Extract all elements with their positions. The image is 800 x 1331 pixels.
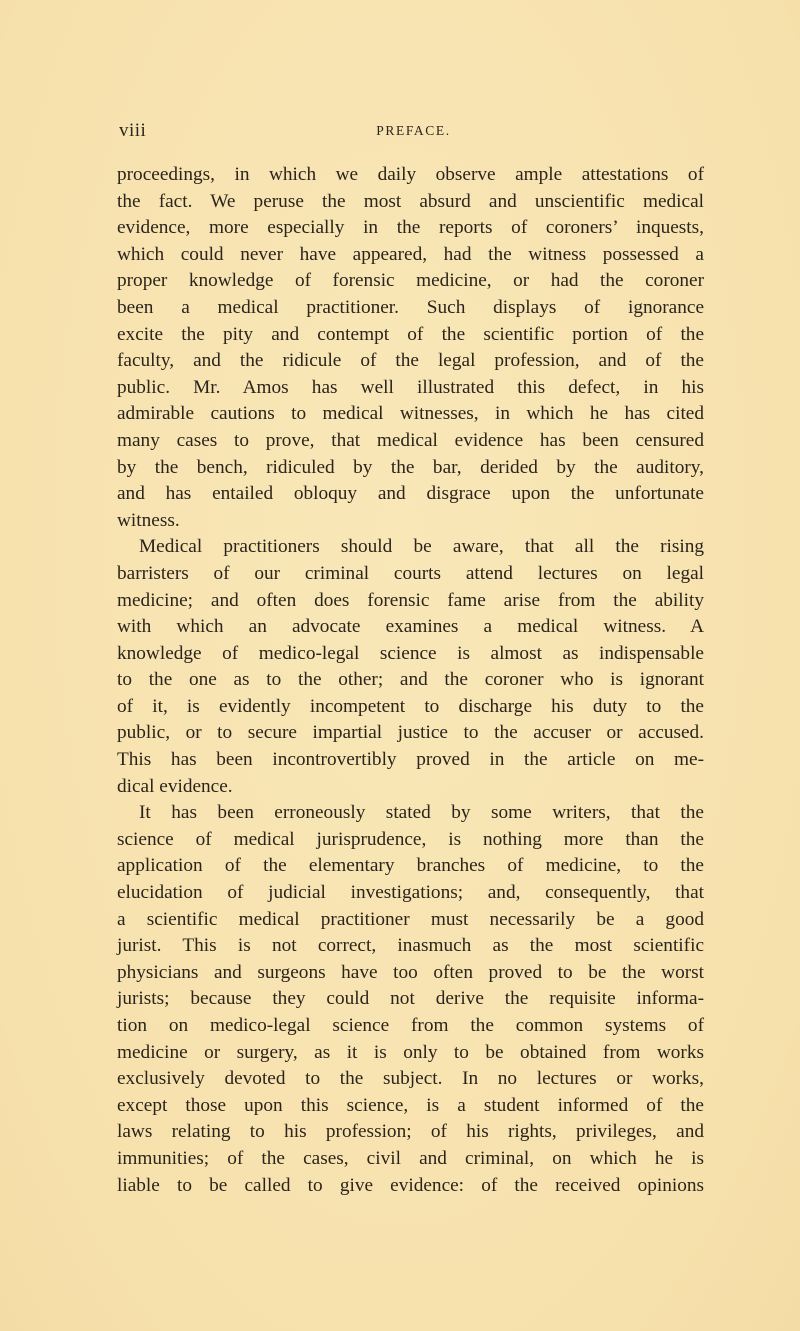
text-line: proper knowledge of forensic medicine, or had the coroner xyxy=(117,270,704,292)
text-line: barristers of our criminal courts attend lectures on legal xyxy=(117,562,704,584)
text-line: laws relating to his profession; of his rights, privileges, and xyxy=(117,1121,704,1143)
text-line: with which an advocate examines a medical witness. A xyxy=(117,616,704,638)
text-line: immunities; of the cases, civil and criminal, on which he is xyxy=(117,1147,704,1169)
text-line: and has entailed obloquy and disgrace upon the unfortunate xyxy=(117,483,704,505)
text-line: by the bench, ridiculed by the bar, derided by the auditory, xyxy=(117,456,704,478)
text-line: the fact. We peruse the most absurd and unscientific medical xyxy=(117,190,704,212)
text-line: elucidation of judicial investigations; and, consequently, that xyxy=(117,882,704,904)
body-text xyxy=(117,162,704,1199)
text-line: medicine; and often does forensic fame arise from the ability xyxy=(117,589,704,611)
paragraph-first-line: It has been erroneously stated by some writers, that the xyxy=(139,802,704,824)
text-line: except those upon this science, is a student informed of the xyxy=(117,1094,704,1116)
text-line: application of the elementary branches of medicine, to the xyxy=(117,855,704,877)
text-line: faculty, and the ridicule of the legal profession, and of the xyxy=(117,350,704,372)
text-line: liable to be called to give evidence: of the received opinions xyxy=(117,1174,704,1196)
text-line: of it, is evidently incompetent to discharge his duty to the xyxy=(117,695,704,717)
text-line: public, or to secure impartial justice to the accuser or accused. xyxy=(117,722,704,744)
text-line: knowledge of medico-legal science is almost as indispensable xyxy=(117,642,704,664)
paragraph-first-line: Medical practitioners should be aware, that all the rising xyxy=(139,536,704,558)
text-line: dical evidence. xyxy=(117,775,233,797)
text-line: physicians and surgeons have too often proved to be the worst xyxy=(117,961,704,983)
text-line: many cases to prove, that medical evidence has been censured xyxy=(117,429,704,451)
text-line: exclusively devoted to the subject. In no lectures or works, xyxy=(117,1068,704,1090)
text-line: tion on medico-legal science from the common systems of xyxy=(117,1015,704,1036)
running-head-title: PREFACE. xyxy=(376,123,451,138)
text-line: jurists; because they could not derive the requisite informa- xyxy=(117,988,704,1010)
text-line: been a medical practitioner. Such displays of ignorance xyxy=(117,296,704,318)
text-line: witness. xyxy=(117,509,180,531)
text-line: proceedings, in which we daily observe ample attestations of xyxy=(117,164,704,185)
text-line: public. Mr. Amos has well illustrated this defect, in his xyxy=(117,376,704,398)
text-line: This has been incontrovertibly proved in the article on me- xyxy=(117,749,704,771)
text-line: a scientific medical practitioner must necessarily be a good xyxy=(117,908,704,930)
text-line: evidence, more especially in the reports of coroners’ inquests, xyxy=(117,217,704,239)
text-line: medicine or surgery, as it is only to be obtained from works xyxy=(117,1041,704,1063)
running-head xyxy=(117,120,704,144)
page-number: viii xyxy=(119,120,147,141)
text-line: science of medical jurisprudence, is nothing more than the xyxy=(117,828,704,850)
text-line: which could never have appeared, had the witness possessed a xyxy=(117,243,704,265)
text-line: to the one as to the other; and the coroner who is ignorant xyxy=(117,669,704,691)
text-line: jurist. This is not correct, inasmuch as the most scientific xyxy=(117,935,704,957)
text-line: admirable cautions to medical witnesses, in which he has cited xyxy=(117,403,704,425)
text-line: excite the pity and contempt of the scientific portion of the xyxy=(117,323,704,345)
